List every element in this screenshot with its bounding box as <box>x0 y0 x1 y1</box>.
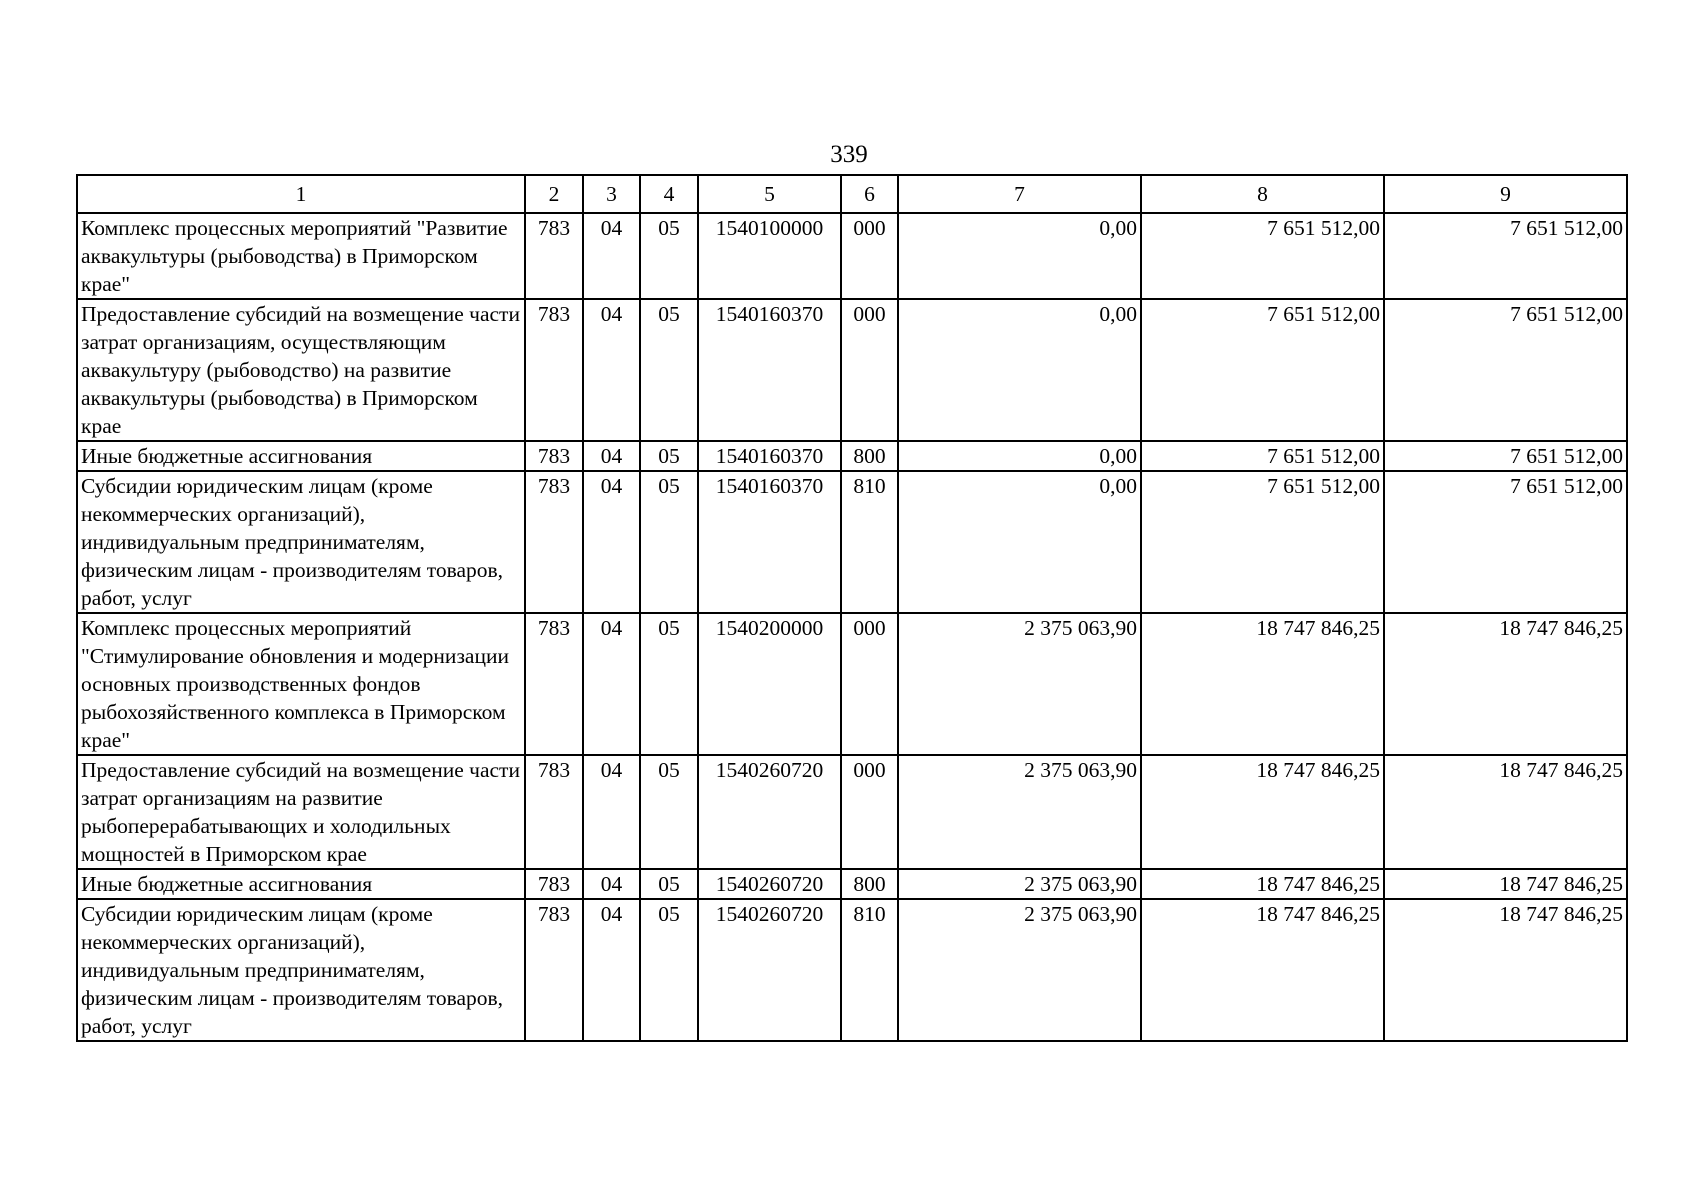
row-amount-cell: 7 651 512,00 <box>1141 299 1384 441</box>
row-amount-cell: 7 651 512,00 <box>1141 213 1384 299</box>
row-code-cell: 1540160370 <box>698 471 841 613</box>
column-header-8: 8 <box>1141 175 1384 213</box>
row-code-cell: 05 <box>640 869 698 899</box>
row-code-cell: 05 <box>640 755 698 869</box>
row-code-cell: 1540160370 <box>698 299 841 441</box>
budget-table <box>76 174 1628 1042</box>
row-code-cell: 783 <box>525 471 583 613</box>
column-header-5: 5 <box>698 175 841 213</box>
row-amount-cell: 2 375 063,90 <box>898 755 1141 869</box>
row-code-cell: 05 <box>640 441 698 471</box>
column-header-7: 7 <box>898 175 1141 213</box>
row-name-cell: Предоставление субсидий на возмещение части затрат организациям, осуществляющим аквакультуру (рыбоводство) на развитие аквакультуры (рыбоводства) в Приморском крае <box>77 299 525 441</box>
row-code-cell: 800 <box>841 869 898 899</box>
column-header-2: 2 <box>525 175 583 213</box>
row-code-cell: 04 <box>583 441 640 471</box>
row-code-cell: 05 <box>640 213 698 299</box>
row-code-cell: 1540100000 <box>698 213 841 299</box>
table-row <box>77 441 1627 471</box>
row-code-cell: 000 <box>841 755 898 869</box>
row-amount-cell: 2 375 063,90 <box>898 869 1141 899</box>
row-amount-cell: 18 747 846,25 <box>1384 613 1627 755</box>
row-code-cell: 05 <box>640 899 698 1041</box>
row-amount-cell: 0,00 <box>898 299 1141 441</box>
row-amount-cell: 7 651 512,00 <box>1384 213 1627 299</box>
row-code-cell: 1540260720 <box>698 755 841 869</box>
row-code-cell: 05 <box>640 471 698 613</box>
row-name-cell: Субсидии юридическим лицам (кроме некоммерческих организаций), индивидуальным предпринимателям, физическим лицам - производителям товаров, работ, услуг <box>77 899 525 1041</box>
table-row <box>77 869 1627 899</box>
row-amount-cell: 2 375 063,90 <box>898 613 1141 755</box>
row-code-cell: 783 <box>525 869 583 899</box>
row-code-cell: 1540260720 <box>698 869 841 899</box>
row-code-cell: 800 <box>841 441 898 471</box>
row-code-cell: 05 <box>640 299 698 441</box>
table-row <box>77 471 1627 613</box>
column-header-9: 9 <box>1384 175 1627 213</box>
row-amount-cell: 18 747 846,25 <box>1141 899 1384 1041</box>
column-header-3: 3 <box>583 175 640 213</box>
row-code-cell: 783 <box>525 299 583 441</box>
row-code-cell: 1540260720 <box>698 899 841 1041</box>
row-amount-cell: 7 651 512,00 <box>1141 441 1384 471</box>
row-code-cell: 810 <box>841 899 898 1041</box>
row-amount-cell: 7 651 512,00 <box>1141 471 1384 613</box>
column-header-4: 4 <box>640 175 698 213</box>
row-code-cell: 000 <box>841 213 898 299</box>
row-code-cell: 04 <box>583 471 640 613</box>
row-amount-cell: 7 651 512,00 <box>1384 299 1627 441</box>
row-code-cell: 04 <box>583 755 640 869</box>
row-code-cell: 000 <box>841 299 898 441</box>
row-name-cell: Иные бюджетные ассигнования <box>77 869 525 899</box>
row-name-cell: Комплекс процессных мероприятий "Развитие аквакультуры (рыбоводства) в Приморском крае" <box>77 213 525 299</box>
row-amount-cell: 18 747 846,25 <box>1141 869 1384 899</box>
row-amount-cell: 18 747 846,25 <box>1384 869 1627 899</box>
row-amount-cell: 7 651 512,00 <box>1384 471 1627 613</box>
table-row <box>77 213 1627 299</box>
table-row <box>77 755 1627 869</box>
column-header-6: 6 <box>841 175 898 213</box>
row-code-cell: 810 <box>841 471 898 613</box>
row-code-cell: 783 <box>525 613 583 755</box>
row-amount-cell: 0,00 <box>898 471 1141 613</box>
row-name-cell: Иные бюджетные ассигнования <box>77 441 525 471</box>
row-code-cell: 04 <box>583 869 640 899</box>
row-name-cell: Предоставление субсидий на возмещение части затрат организациям на развитие рыбоперерабатывающих и холодильных мощностей в Приморском крае <box>77 755 525 869</box>
row-code-cell: 05 <box>640 613 698 755</box>
table-row <box>77 613 1627 755</box>
row-code-cell: 783 <box>525 441 583 471</box>
row-code-cell: 783 <box>525 899 583 1041</box>
row-amount-cell: 18 747 846,25 <box>1384 755 1627 869</box>
row-code-cell: 04 <box>583 613 640 755</box>
row-amount-cell: 0,00 <box>898 213 1141 299</box>
header-row <box>77 175 1627 213</box>
table-row <box>77 899 1627 1041</box>
row-code-cell: 783 <box>525 213 583 299</box>
row-code-cell: 783 <box>525 755 583 869</box>
row-name-cell: Комплекс процессных мероприятий "Стимулирование обновления и модернизации основных производственных фондов рыбохозяйственного комплекса в Приморском крае" <box>77 613 525 755</box>
table-row <box>77 299 1627 441</box>
row-amount-cell: 18 747 846,25 <box>1141 755 1384 869</box>
column-header-1: 1 <box>77 175 525 213</box>
row-amount-cell: 18 747 846,25 <box>1141 613 1384 755</box>
row-amount-cell: 18 747 846,25 <box>1384 899 1627 1041</box>
row-amount-cell: 7 651 512,00 <box>1384 441 1627 471</box>
row-code-cell: 04 <box>583 213 640 299</box>
row-code-cell: 04 <box>583 899 640 1041</box>
row-code-cell: 1540160370 <box>698 441 841 471</box>
row-name-cell: Субсидии юридическим лицам (кроме некоммерческих организаций), индивидуальным предпринимателям, физическим лицам - производителям товаров, работ, услуг <box>77 471 525 613</box>
row-amount-cell: 2 375 063,90 <box>898 899 1141 1041</box>
row-code-cell: 04 <box>583 299 640 441</box>
row-amount-cell: 0,00 <box>898 441 1141 471</box>
row-code-cell: 1540200000 <box>698 613 841 755</box>
row-code-cell: 000 <box>841 613 898 755</box>
page-number: 339 <box>830 141 868 168</box>
